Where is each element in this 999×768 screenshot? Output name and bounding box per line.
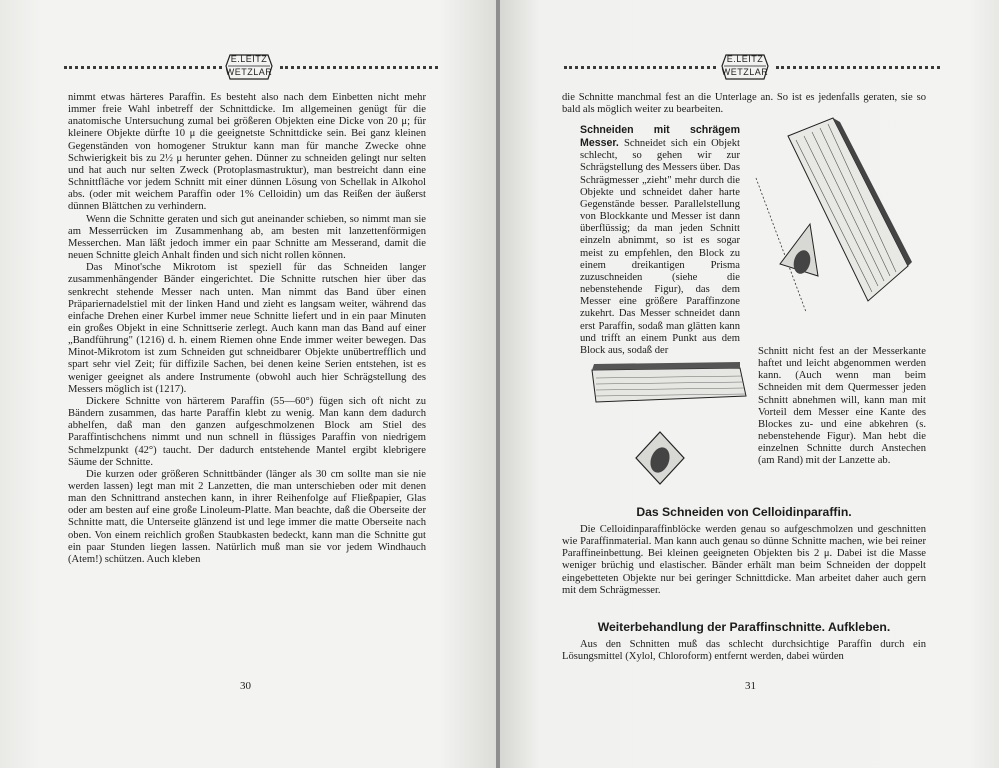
right-page bbox=[500, 0, 999, 768]
left-paragraph: Die kurzen oder größeren Schnittbänder (länger als 30 cm sollte man sie nie werden lassen) legt man mit 2 Lanzetten, die man unterschieben oder mit denen man den Schnittrand anstechen kann, in ihrer Reihenfolge auf Fließpapier, Glas oder am besten auf eine große Linoleum-Platte. Man beachte, daß die Oberseite der Schnitte matt, die Unterseite glänzend ist und lege immer die matte Oberseite nach oben. Von einem reichlich großen Staubkasten bedeckt, kann man die Schnitte gut ein paar Stunden liegen lassen. Natürlich muß man sie vor jedem Windhauch (Atem!) schützen. Auch kleben bbox=[68, 468, 426, 565]
right-oblique-section bbox=[580, 124, 740, 357]
leitz-logo bbox=[222, 52, 276, 82]
right-side-text: Schnitt nicht fest an der Messerkante haftet und leicht abgenommen werden kann. (Auch wenn man beim Schneiden mit dem Quermesser jeden Schnitt abnehmen will, kann man mit Vorteil dem Messer eine Kante des Blockes zu- und eine abkehren (s. nebenstehende Figur). Man hebt die einzelnen Schnitte durch Anstechen (am Rand) mit der Lanzette ab. bbox=[758, 346, 926, 467]
oblique-knife-heading: Schneiden mit schrägem Messer. bbox=[580, 124, 740, 150]
right-header-dots-right bbox=[776, 66, 940, 69]
left-paragraph: nimmt etwas härteres Paraffin. Es besteht also nach dem Einbetten nicht mehr immer freie Wahl inbetreff der Schnittdicke. Im allgemeinen genügt für die anatomische Untersuchung zumal bei größeren Objekten eine Dicke von 20 μ; für kleinere Objekte dürfte 10 μ die geeignetste Schnittdicke sein. Bei ganz kleinen Gegenständen von homogener Struktur kann man für manche Zwecke ohne Schwierigkeit bis zu 2½ μ herunter gehen. Dünner zu schneiden gelingt nur selten und hat auch nur selten Zweck (Protoplasmastruktur), man bestreicht dann eine Schnittfläche vor jedem Schnitt mit einer dünnen Lösung von Schellak in Alkohol abs. (oder mit weichem Paraffin oder 1% Celloidin) um das Reißen der äußerst dünnen Blättchen zu verhindern. bbox=[68, 92, 426, 213]
left-page bbox=[0, 0, 496, 768]
right-header-dots-left bbox=[564, 66, 716, 69]
logo-bottom-text: WETZLAR bbox=[225, 67, 273, 77]
celloidin-section bbox=[562, 504, 926, 597]
mounting-section-title: Weiterbehandlung der Paraffinschnitte. Aufkleben. bbox=[597, 620, 891, 634]
celloidin-section-title: Das Schneiden von Celloidinparaffin. bbox=[636, 505, 852, 519]
left-paragraph: Dickere Schnitte von härterem Paraffin (55—60°) fügen sich oft nicht zu Bändern zusammen, das harte Paraffin klebt zu wenig. Man kann dem dadurch abhelfen, daß man den ganzen aufgeschmolzenen Block am Stiel des Paraffintischchens nimmt und nun schnell in flüssiges Paraffin von niedrigem Schmelzpunkt (42°) taucht. Der dadurch entstehende Mantel ergibt klebrigere Säume der Schnitte. bbox=[68, 395, 426, 468]
left-header-dots-right bbox=[280, 66, 438, 69]
right-page-number: 31 bbox=[745, 680, 756, 692]
prism-block-illustration bbox=[780, 224, 818, 276]
cross-knife-figure bbox=[590, 360, 750, 490]
diamond-block-illustration bbox=[636, 432, 684, 484]
mounting-section-text: Aus den Schnitten muß das schlecht durchsichtige Paraffin durch ein Lösungsmittel (Xylol, Chloroform) entfernt werden, dabei würden bbox=[562, 639, 926, 663]
left-body-text bbox=[68, 92, 426, 566]
mounting-section bbox=[562, 619, 926, 663]
cross-knife-illustration bbox=[592, 362, 746, 402]
logo-bottom-text: WETZLAR bbox=[721, 67, 769, 77]
knife-blade-illustration bbox=[788, 118, 912, 301]
leitz-logo bbox=[718, 52, 772, 82]
oblique-knife-text: Schneidet sich ein Objekt schlecht, so gehen wir zur Schrägstellung des Messers über. Das Schrägmesser „zieht" mehr durch die Objekte und schneidet daher harte Gegenstände besser. Parallelstellung von Blockkante und Messer ist dann überflüssig; da man jeden Schnitt einzeln abnimmt, so ist es sogar meist zu empfehlen, den Block zu einem dreikantigen Prisma zuzuschneiden (siehe die nebenstehende Figur), das dem Messer eine größere Paraffinzone zukehrt. Das Messer schneidet dann erst Paraffin, sodaß man glätten kann und trifft an einem Punkt aus dem Block aus, sodaß der bbox=[580, 138, 740, 356]
logo-top-text: E.LEITZ bbox=[726, 54, 764, 64]
left-paragraph: Das Minot'sche Mikrotom ist speziell für das Schneiden langer zusammenhängender Bänder eingerichtet. Die Schnitte rutschen hier über das senkrecht stehende Messer nach unten. Man nimmt das Band über einen Präpariernadelstiel mit der linken Hand und zieht es langsam weiter, während das einfache Drehen einer Kurbel immer neue Schnitte liefert und in ein paar Minuten ein großes Objekt in eine Schnittserie zerlegt. Auch kann man das Band auf einer „Bandführung" (1216) d. h. einem Riemen ohne Ende immer weiter bewegen. Das Minot-Mikrotom ist zum Schneiden gut schneidbarer Objekte unübertrefflich und spart sehr viel Zeit; für diffizile Sachen, bei denen keine Serien entstehen, ist es weniger geeignet als andere Instrumente (obwohl auch hier Schrägstellung des Messers möglich ist (1217). bbox=[68, 262, 426, 395]
right-header bbox=[562, 52, 942, 86]
celloidin-section-text: Die Celloidinparaffinblöcke werden genau so aufgeschmolzen und geschnitten wie Paraffinmaterial. Man kann auch genau so dünne Schnitte machen, wie bei reiner Paraffineinbettung. Bei kleinen geeigneten Objekten bis 2 μ. Dabei ist die Masse weniger brüchig und elastischer. Bänder erhält man beim Schneiden der doppelt eingebetteten Objekte nur bei geringer Schnittdicke. Man arbeitet daher auch gern mit dem Schrägmesser. bbox=[562, 524, 926, 596]
left-paragraph: Wenn die Schnitte geraten und sich gut aneinander schieben, so nimmt man sie am Messerrücken im Zusammenhang ab, am besten mit lanzettenförmigen Messerchen. Man läßt jedoch immer ein paar Schnitte am Messerand, damit die neuen Schnitte gleich Anhalt finden und sich nicht rollen können. bbox=[68, 213, 426, 262]
logo-top-text: E.LEITZ bbox=[230, 54, 268, 64]
left-page-number: 30 bbox=[240, 680, 251, 692]
right-intro-text: die Schnitte manchmal fest an die Unterlage an. So ist es jedenfalls geraten, sie so bald als möglich weiter zu bearbeiten. bbox=[562, 92, 926, 116]
left-header bbox=[60, 52, 440, 86]
oblique-knife-figure bbox=[748, 116, 918, 326]
left-header-dots-left bbox=[64, 66, 222, 69]
